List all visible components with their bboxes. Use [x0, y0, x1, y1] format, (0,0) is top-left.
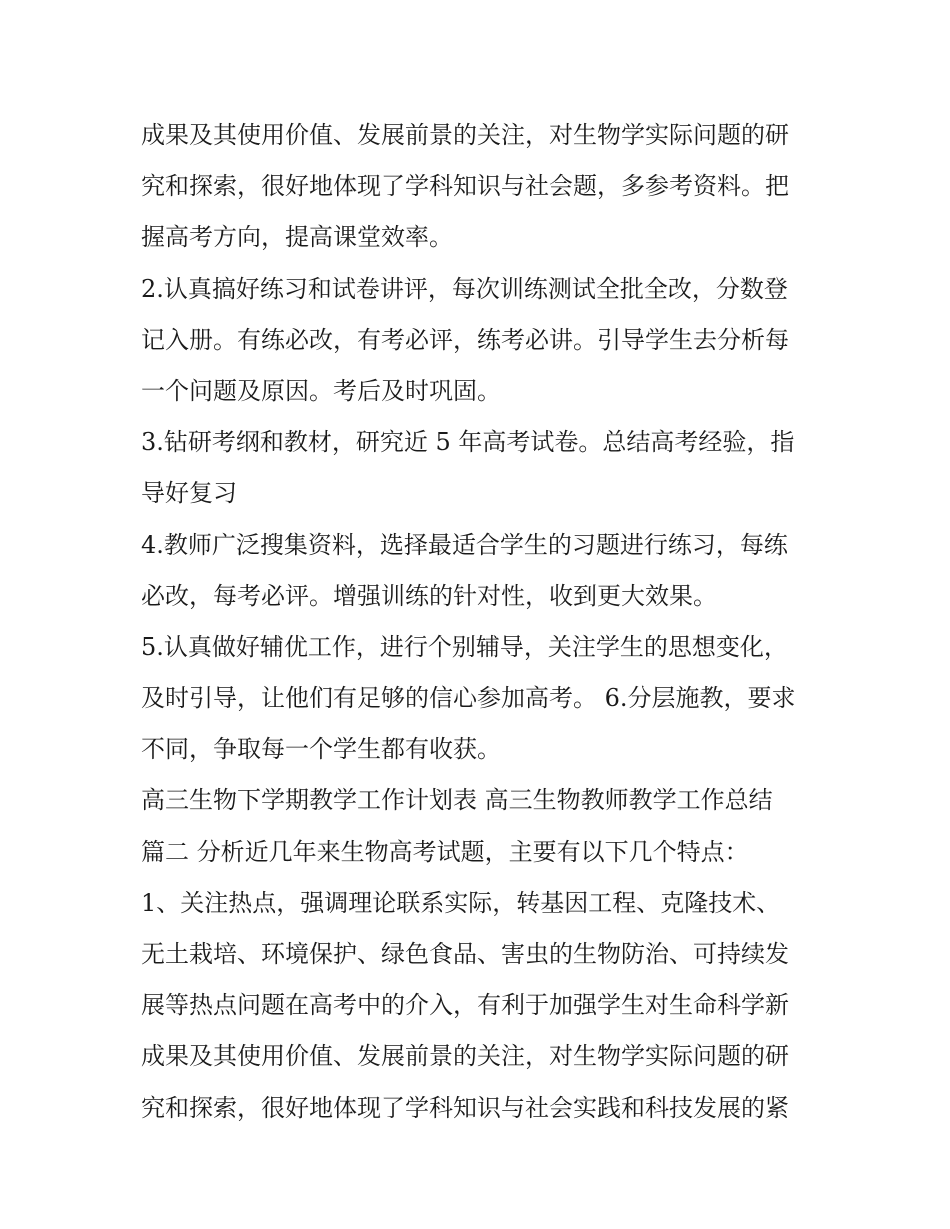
document-body	[141, 110, 821, 1134]
text-line: 一个问题及原因。考后及时巩固。	[141, 376, 501, 405]
text-line: 究和探索，很好地体现了学科知识与社会题，多参考资料。把	[141, 172, 789, 201]
text-line: 篇二 分析近几年来生物高考试题，主要有以下几个特点：	[141, 837, 749, 866]
text-line: 3.钻研考纲和教材，研究近 5 年高考试卷。总结高考经验，指	[141, 428, 795, 457]
text-line: 4.教师广泛搜集资料，选择最适合学生的习题进行练习，每练	[141, 530, 788, 559]
text-line: 导好复习	[141, 479, 237, 508]
text-line: 无土栽培、环境保护、绿色食品、害虫的生物防治、可持续发	[141, 940, 789, 968]
text-line: 究和探索，很好地体现了学科知识与社会实践和科技发展的紧	[141, 1093, 789, 1122]
text-line: 高三生物下学期教学工作计划表 高三生物教师教学工作总结	[141, 786, 773, 815]
text-line: 必改，每考必评。增强训练的针对性，收到更大效果。	[141, 581, 717, 610]
text-line: 5.认真做好辅优工作，进行个别辅导，关注学生的思想变化，	[141, 632, 788, 661]
text-line: 及时引导，让他们有足够的信心参加高考。 6.分层施教，要求	[141, 684, 796, 713]
text-line: 展等热点问题在高考中的介入，有利于加强学生对生命科学新	[141, 991, 789, 1020]
text-line: 记入册。有练必改，有考必评，练考必讲。引导学生去分析每	[141, 325, 789, 354]
text-line: 成果及其使用价值、发展前景的关注，对生物学实际问题的研	[141, 121, 789, 149]
text-line: 成果及其使用价值、发展前景的关注，对生物学实际问题的研	[141, 1042, 789, 1071]
text-line: 不同，争取每一个学生都有收获。	[141, 735, 501, 764]
text-line: 握高考方向，提高课堂效率。	[141, 223, 453, 252]
text-line: 2.认真搞好练习和试卷讲评，每次训练测试全批全改，分数登	[141, 274, 788, 303]
text-line: 1、关注热点，强调理论联系实际，转基因工程、克隆技术、	[141, 888, 781, 917]
